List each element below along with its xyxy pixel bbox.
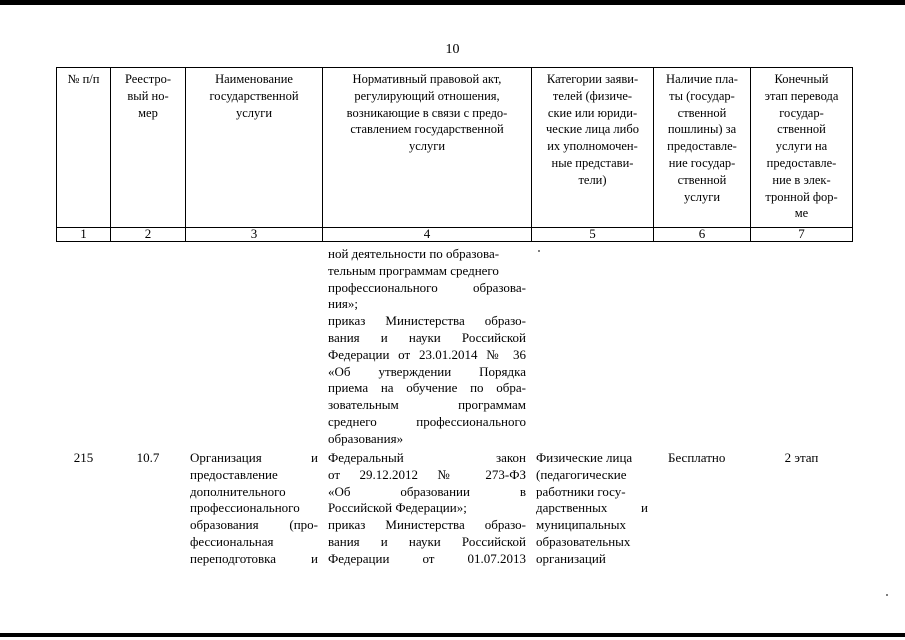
row-service-name [190,450,318,568]
header-line: ственной [677,105,727,120]
header-line: телей (физиче- [552,88,633,103]
bottom-border-rule [0,633,905,637]
text-line: переподготовка и [190,550,318,566]
row-legal-act [328,450,526,568]
header-line: регулирующий отношения, [354,88,500,103]
header-final-stage [751,71,852,222]
text-line: Физические лица [536,450,633,465]
text-line: организаций [536,550,606,566]
header-top-rule [56,67,853,68]
text-line: Федерации от 23.01.2014 № 36 [328,346,526,362]
text-line: муниципальных [536,517,627,533]
header-line: ме [794,206,809,221]
column-number: 3 [250,226,258,241]
header-line: государ- [779,105,824,120]
column-number: 6 [698,226,706,241]
text-line: Российской Федерации»; [328,500,467,516]
header-line: ские или юриди- [547,105,638,120]
text-line: профессионального образова- [328,279,526,295]
row-applicant-categories [536,450,648,568]
header-line: вый но- [127,88,169,103]
header-line: пошлины) за [667,122,737,137]
text-line: образовательных [536,533,631,549]
text-line: «Об образовании в [328,483,526,499]
legal-act-continuation [328,246,526,448]
header-line: услуги [408,139,446,154]
header-line: услуги [683,189,721,204]
text-line: ной деятельности по образова- [328,246,500,261]
column-number: 5 [589,226,596,241]
header-fee [654,71,750,205]
header-line: предоставле- [766,155,837,170]
header-line: Наличие пла- [666,72,738,86]
header-line: Категории заяви- [546,72,639,86]
text-line: зовательным программам [328,397,526,413]
text-line: среднего профессионального [328,413,526,429]
header-registry-number [111,71,185,121]
header-line: Конечный [774,72,829,86]
scan-speck [886,594,888,596]
row-fee: Бесплатно [668,450,726,465]
text-line: тельным программам среднего [328,262,499,278]
header-line: Нормативный правовой акт, [352,72,502,86]
text-line: предоставление [190,466,278,482]
scan-speck [538,250,540,252]
header-line: предоставле- [667,139,737,154]
header-line: ственной [777,122,826,137]
header-line: ные представи- [551,155,634,170]
text-line: вания и науки Российской [328,533,526,549]
row-serial-number: 215 [73,450,94,465]
text-line: (педагогические [536,466,627,482]
header-line: ставлением государственной [350,122,504,137]
text-line: дополнительного [190,483,286,499]
header-line: услуги на [775,139,828,154]
row-registry-number: 10.7 [136,450,160,465]
header-applicant-categories [532,71,653,189]
header-line: тели) [578,172,607,187]
header-line: тронной фор- [765,189,838,204]
text-line: фессиональная [190,533,274,549]
text-line: приказ Министерства образо- [328,313,526,329]
header-legal-act [323,71,531,155]
header-serial-number [57,71,110,88]
text-line: профессионального [190,500,300,516]
header-bottom-rule [56,241,853,242]
header-line: государственной [209,88,299,103]
header-line: мер [138,105,158,120]
header-line: ческие лица либо [546,122,639,137]
text-line: Федеральный закон [328,450,526,465]
header-line: возникающие в связи с предо- [346,105,508,120]
column-number: 2 [144,226,152,241]
text-line: образования (про- [190,517,318,533]
header-line: ние в элек- [772,172,831,187]
text-line: приема на обучение по обра- [328,380,526,396]
column-number: 4 [423,226,431,241]
text-line: Федерации от 01.07.2013 [328,550,526,566]
page-number: 10 [445,42,460,57]
header-line: ты (государ- [669,88,735,103]
column-divider [852,67,853,242]
text-line: вания и науки Российской [328,329,526,345]
text-line: работники госу- [536,483,626,499]
column-number: 7 [798,226,805,241]
text-line: от 29.12.2012 № 273-ФЗ [328,466,526,482]
header-line: услуги [235,105,273,120]
header-line: № п/п [67,72,100,86]
row-final-stage: 2 этап [784,450,819,465]
text-line: приказ Министерства образо- [328,517,526,533]
text-line: «Об утверждении Порядка [328,363,526,379]
header-service-name [186,71,322,121]
text-line: Организация и [190,450,318,465]
header-line: Наименование [215,72,293,86]
header-line: этап перевода [764,88,839,103]
header-line: их уполномочен- [547,139,638,154]
header-line: Реестро- [124,72,172,86]
text-line: дарственных и [536,500,648,516]
column-number: 1 [80,226,87,241]
header-line: ние государ- [668,155,736,170]
top-border-rule [0,0,905,5]
text-line: образования» [328,430,404,446]
text-line: ния»; [328,296,359,312]
header-line: ственной [677,172,727,187]
column-divider [56,67,57,242]
